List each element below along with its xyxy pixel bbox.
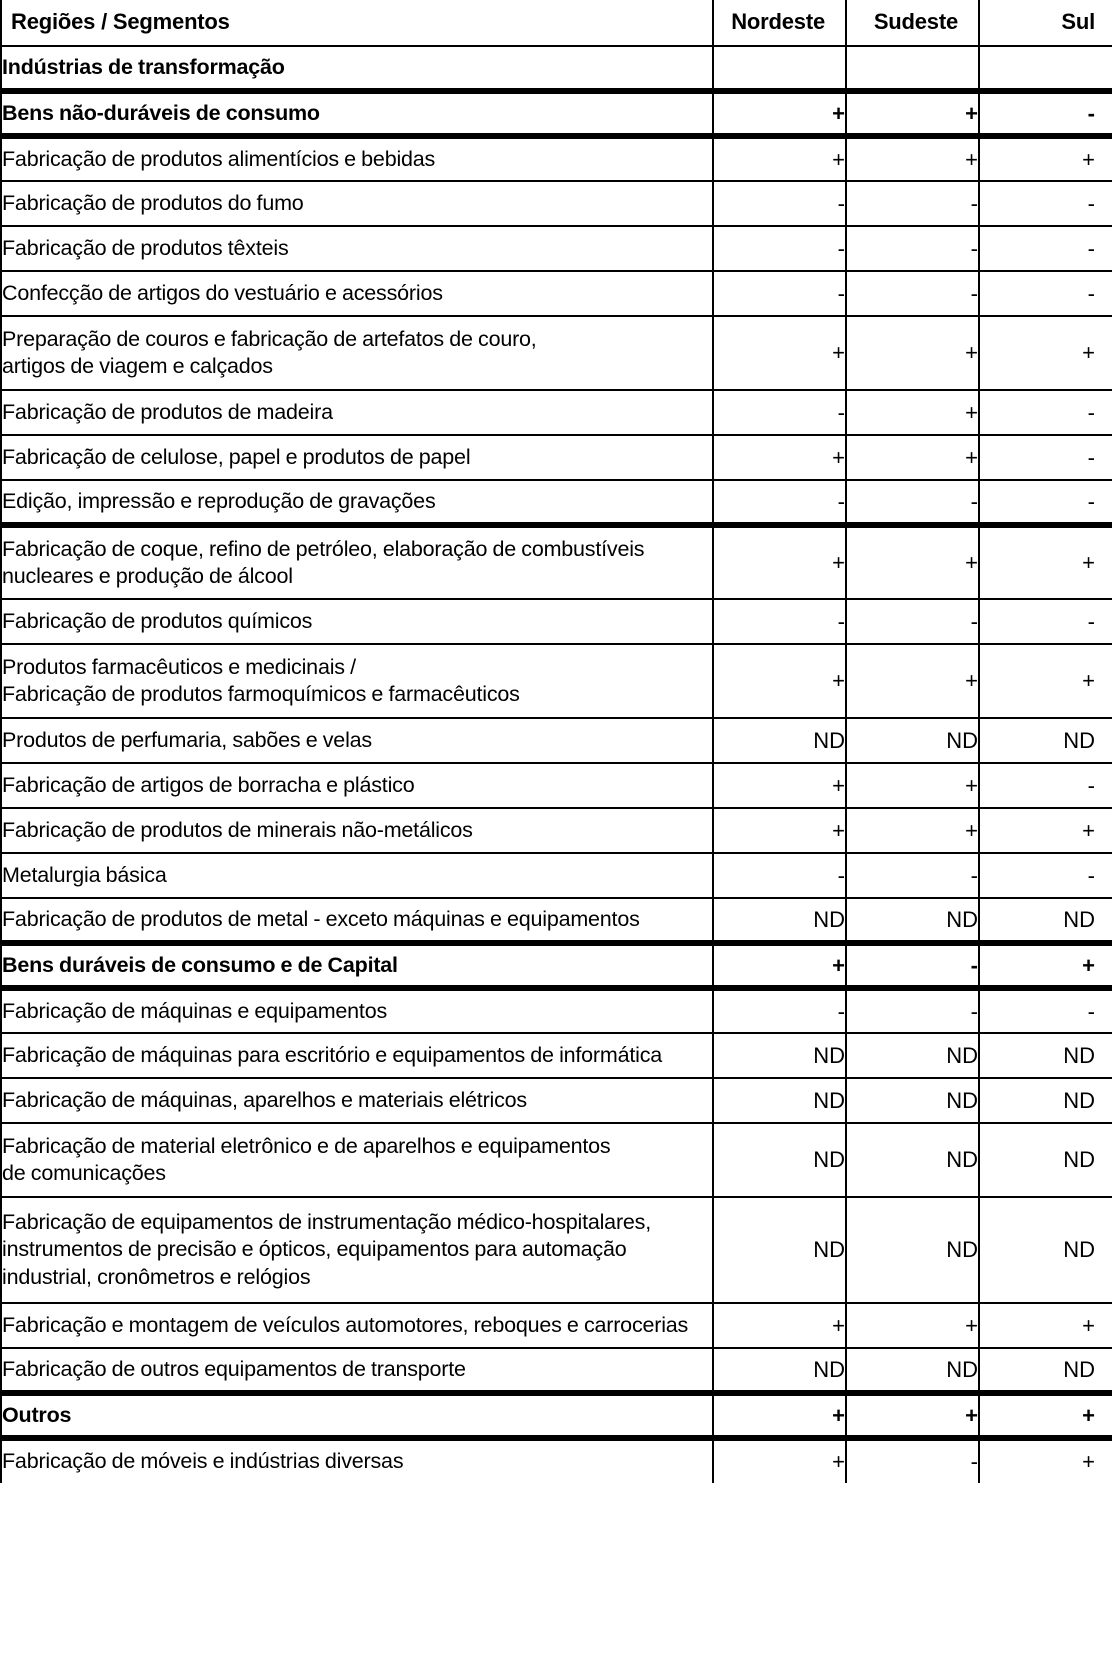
segment-label-line: Fabricação de outros equipamentos de transporte (2, 1356, 466, 1381)
value-cell-sudeste: + (846, 763, 979, 808)
segment-label-line: Edição, impressão e reprodução de gravações (2, 488, 436, 513)
segment-label-cell (1, 181, 713, 226)
segment-label-line: Produtos farmacêuticos e medicinais / (2, 654, 356, 679)
value-cell-nordeste: - (713, 988, 846, 1033)
segment-label-line: Bens não-duráveis de consumo (2, 100, 320, 125)
segment-label-line: nucleares e produção de álcool (2, 564, 293, 589)
segment-label-line: Fabricação de produtos alimentícios e bebidas (2, 146, 436, 171)
value-cell-nordeste: ND (713, 1123, 846, 1197)
table-row (1, 1438, 1112, 1483)
value-cell-nordeste: + (713, 525, 846, 599)
column-header-nordeste: Nordeste (713, 0, 846, 46)
table-row (1, 271, 1112, 316)
table-row (1, 644, 1112, 718)
segment-label-line: Fabricação de produtos têxteis (2, 235, 289, 260)
segment-label-line: Fabricação de artigos de borracha e plástico (2, 772, 415, 797)
segment-label-cell (1, 808, 713, 853)
value-cell-sudeste: - (846, 1438, 979, 1483)
segment-label-line: Bens duráveis de consumo e de Capital (2, 952, 398, 977)
segment-label-line: de comunicações (2, 1161, 166, 1186)
table-row (1, 988, 1112, 1033)
table-row (1, 1123, 1112, 1197)
value-cell-nordeste: + (713, 644, 846, 718)
value-cell-sul: - (979, 599, 1112, 644)
value-cell-sul: + (979, 1303, 1112, 1348)
value-cell-sudeste: - (846, 943, 979, 988)
value-cell-sudeste: ND (846, 1197, 979, 1303)
table-row (1, 480, 1112, 525)
value-cell-nordeste: + (713, 1393, 846, 1438)
value-cell-sudeste: - (846, 599, 979, 644)
value-cell-nordeste: ND (713, 898, 846, 943)
segment-label-cell (1, 46, 713, 91)
value-cell-nordeste: + (713, 1303, 846, 1348)
segment-label-line: Fabricação de equipamentos de instrumentação médico-hospitalares, (2, 1209, 651, 1234)
table-section-row (1, 943, 1112, 988)
table-row (1, 718, 1112, 763)
segment-label-line: Fabricação de produtos de minerais não-metálicos (2, 817, 473, 842)
value-cell-sudeste: ND (846, 898, 979, 943)
value-cell-nordeste: + (713, 136, 846, 181)
value-cell-nordeste: - (713, 271, 846, 316)
table-row (1, 316, 1112, 390)
value-cell-sul: + (979, 644, 1112, 718)
segment-label-cell (1, 1393, 713, 1438)
value-cell-sul: - (979, 435, 1112, 480)
segment-label-line: Produtos de perfumaria, sabões e velas (2, 727, 372, 752)
segment-label-line: Metalurgia básica (2, 862, 167, 887)
value-cell-sul: ND (979, 1033, 1112, 1078)
table-row (1, 808, 1112, 853)
value-cell-sul: - (979, 480, 1112, 525)
value-cell-sul: - (979, 853, 1112, 898)
value-cell-sul: - (979, 181, 1112, 226)
value-cell-nordeste: + (713, 1438, 846, 1483)
segment-label-line: Fabricação de coque, refino de petróleo, elaboração de combustíveis (2, 536, 645, 561)
segment-label-line: Fabricação de produtos farmoquímicos e farmacêuticos (2, 682, 520, 707)
segment-label-cell (1, 226, 713, 271)
value-cell-sul (979, 46, 1112, 91)
segment-label-cell (1, 599, 713, 644)
value-cell-sul: + (979, 1393, 1112, 1438)
value-cell-sul: + (979, 136, 1112, 181)
value-cell-sudeste: + (846, 390, 979, 435)
table-row (1, 435, 1112, 480)
value-cell-sul: + (979, 1438, 1112, 1483)
segment-label-line: Fabricação de produtos de madeira (2, 399, 333, 424)
value-cell-sul: - (979, 271, 1112, 316)
segment-label-cell (1, 644, 713, 718)
value-cell-sudeste: ND (846, 1078, 979, 1123)
value-cell-sudeste: + (846, 91, 979, 136)
table-row (1, 898, 1112, 943)
segment-label-cell (1, 853, 713, 898)
value-cell-sul: + (979, 808, 1112, 853)
segment-label-line: Fabricação de celulose, papel e produtos de papel (2, 444, 471, 469)
column-header-sudeste: Sudeste (846, 0, 979, 46)
value-cell-sul: ND (979, 1197, 1112, 1303)
table-row (1, 136, 1112, 181)
segment-label-cell (1, 480, 713, 525)
value-cell-sudeste: - (846, 480, 979, 525)
value-cell-nordeste: ND (713, 718, 846, 763)
segment-label-line: instrumentos de precisão e ópticos, equipamentos para automação (2, 1237, 627, 1262)
segment-label-cell (1, 316, 713, 390)
segment-label-line: Fabricação de produtos de metal - exceto máquinas e equipamentos (2, 906, 640, 931)
segment-label-cell (1, 1303, 713, 1348)
value-cell-sul: ND (979, 1348, 1112, 1393)
value-cell-sul: - (979, 988, 1112, 1033)
value-cell-sul: ND (979, 1123, 1112, 1197)
value-cell-sul: - (979, 390, 1112, 435)
value-cell-sudeste: ND (846, 718, 979, 763)
value-cell-sudeste: - (846, 181, 979, 226)
table-section-row (1, 1393, 1112, 1438)
value-cell-sudeste: ND (846, 1348, 979, 1393)
value-cell-sul: ND (979, 898, 1112, 943)
value-cell-sudeste: + (846, 1303, 979, 1348)
value-cell-sudeste: - (846, 226, 979, 271)
table-row (1, 599, 1112, 644)
segment-label-cell (1, 1197, 713, 1303)
value-cell-nordeste: + (713, 316, 846, 390)
value-cell-nordeste: + (713, 435, 846, 480)
table-row (1, 1078, 1112, 1123)
value-cell-sul: ND (979, 718, 1112, 763)
value-cell-sul: + (979, 525, 1112, 599)
value-cell-sul: - (979, 226, 1112, 271)
value-cell-nordeste: - (713, 181, 846, 226)
value-cell-sudeste: + (846, 435, 979, 480)
table-row (1, 1348, 1112, 1393)
segment-label-line: artigos de viagem e calçados (2, 354, 273, 379)
value-cell-sudeste: + (846, 136, 979, 181)
value-cell-sudeste: + (846, 525, 979, 599)
segment-label-line: Fabricação e montagem de veículos automotores, reboques e carrocerias (2, 1312, 689, 1337)
table-section-row (1, 46, 1112, 91)
column-header-sul: Sul (979, 0, 1112, 46)
value-cell-sudeste: + (846, 316, 979, 390)
value-cell-nordeste: - (713, 390, 846, 435)
segment-label-line: Fabricação de produtos do fumo (2, 190, 304, 215)
header-row (1, 0, 1112, 46)
table-row (1, 763, 1112, 808)
segment-label-line: Preparação de couros e fabricação de artefatos de couro, (2, 326, 537, 351)
segment-label-cell (1, 1123, 713, 1197)
value-cell-sudeste: + (846, 644, 979, 718)
segment-label-cell (1, 390, 713, 435)
value-cell-nordeste: + (713, 808, 846, 853)
segment-label-cell (1, 435, 713, 480)
table-row (1, 853, 1112, 898)
segment-label-cell (1, 1033, 713, 1078)
segment-label-cell (1, 525, 713, 599)
value-cell-sudeste: - (846, 271, 979, 316)
value-cell-sul: ND (979, 1078, 1112, 1123)
table-row (1, 1033, 1112, 1078)
table-section-row (1, 91, 1112, 136)
table-row (1, 1197, 1112, 1303)
table-header (1, 0, 1112, 46)
value-cell-nordeste: + (713, 763, 846, 808)
table-row (1, 226, 1112, 271)
table-body (1, 46, 1112, 1483)
value-cell-sudeste: + (846, 808, 979, 853)
value-cell-nordeste (713, 46, 846, 91)
value-cell-nordeste: - (713, 226, 846, 271)
value-cell-nordeste: - (713, 853, 846, 898)
segment-label-cell (1, 136, 713, 181)
value-cell-sul: - (979, 91, 1112, 136)
value-cell-sul: - (979, 763, 1112, 808)
value-cell-sul: + (979, 316, 1112, 390)
value-cell-nordeste: - (713, 480, 846, 525)
segment-label-cell (1, 1078, 713, 1123)
value-cell-nordeste: + (713, 91, 846, 136)
segment-label-line: Fabricação de máquinas para escritório e equipamentos de informática (2, 1042, 663, 1067)
value-cell-sudeste: ND (846, 1123, 979, 1197)
value-cell-sudeste: - (846, 988, 979, 1033)
value-cell-nordeste: ND (713, 1197, 846, 1303)
segment-label-line: Fabricação de material eletrônico e de aparelhos e equipamentos (2, 1133, 611, 1158)
value-cell-nordeste: ND (713, 1348, 846, 1393)
segment-label-cell (1, 988, 713, 1033)
table-row (1, 1303, 1112, 1348)
value-cell-nordeste: + (713, 943, 846, 988)
segment-label-cell (1, 271, 713, 316)
value-cell-sul: + (979, 943, 1112, 988)
segment-label-line: Fabricação de máquinas e equipamentos (2, 998, 388, 1023)
segment-label-line: industrial, cronômetros e relógios (2, 1264, 311, 1289)
segment-label-line: Fabricação de máquinas, aparelhos e materiais elétricos (2, 1087, 527, 1112)
segment-label-cell (1, 1438, 713, 1483)
segment-label-line: Fabricação de móveis e indústrias diversas (2, 1449, 404, 1474)
value-cell-nordeste: ND (713, 1033, 846, 1078)
segment-label-cell (1, 1348, 713, 1393)
segment-label-line: Outros (2, 1402, 72, 1427)
value-cell-sudeste: + (846, 1393, 979, 1438)
segment-label-line: Confecção de artigos do vestuário e acessórios (2, 280, 443, 305)
table-row (1, 525, 1112, 599)
segment-label-cell (1, 763, 713, 808)
column-header-label: Regiões / Segmentos (1, 0, 713, 46)
segment-label-line: Fabricação de produtos químicos (2, 608, 313, 633)
value-cell-nordeste: - (713, 599, 846, 644)
segment-label-line: Indústrias de transformação (2, 54, 285, 79)
value-cell-sudeste (846, 46, 979, 91)
segment-label-cell (1, 91, 713, 136)
segment-label-cell (1, 943, 713, 988)
value-cell-sudeste: ND (846, 1033, 979, 1078)
value-cell-nordeste: ND (713, 1078, 846, 1123)
segment-label-cell (1, 898, 713, 943)
table-row (1, 390, 1112, 435)
table-row (1, 181, 1112, 226)
value-cell-sudeste: - (846, 853, 979, 898)
segment-label-cell (1, 718, 713, 763)
